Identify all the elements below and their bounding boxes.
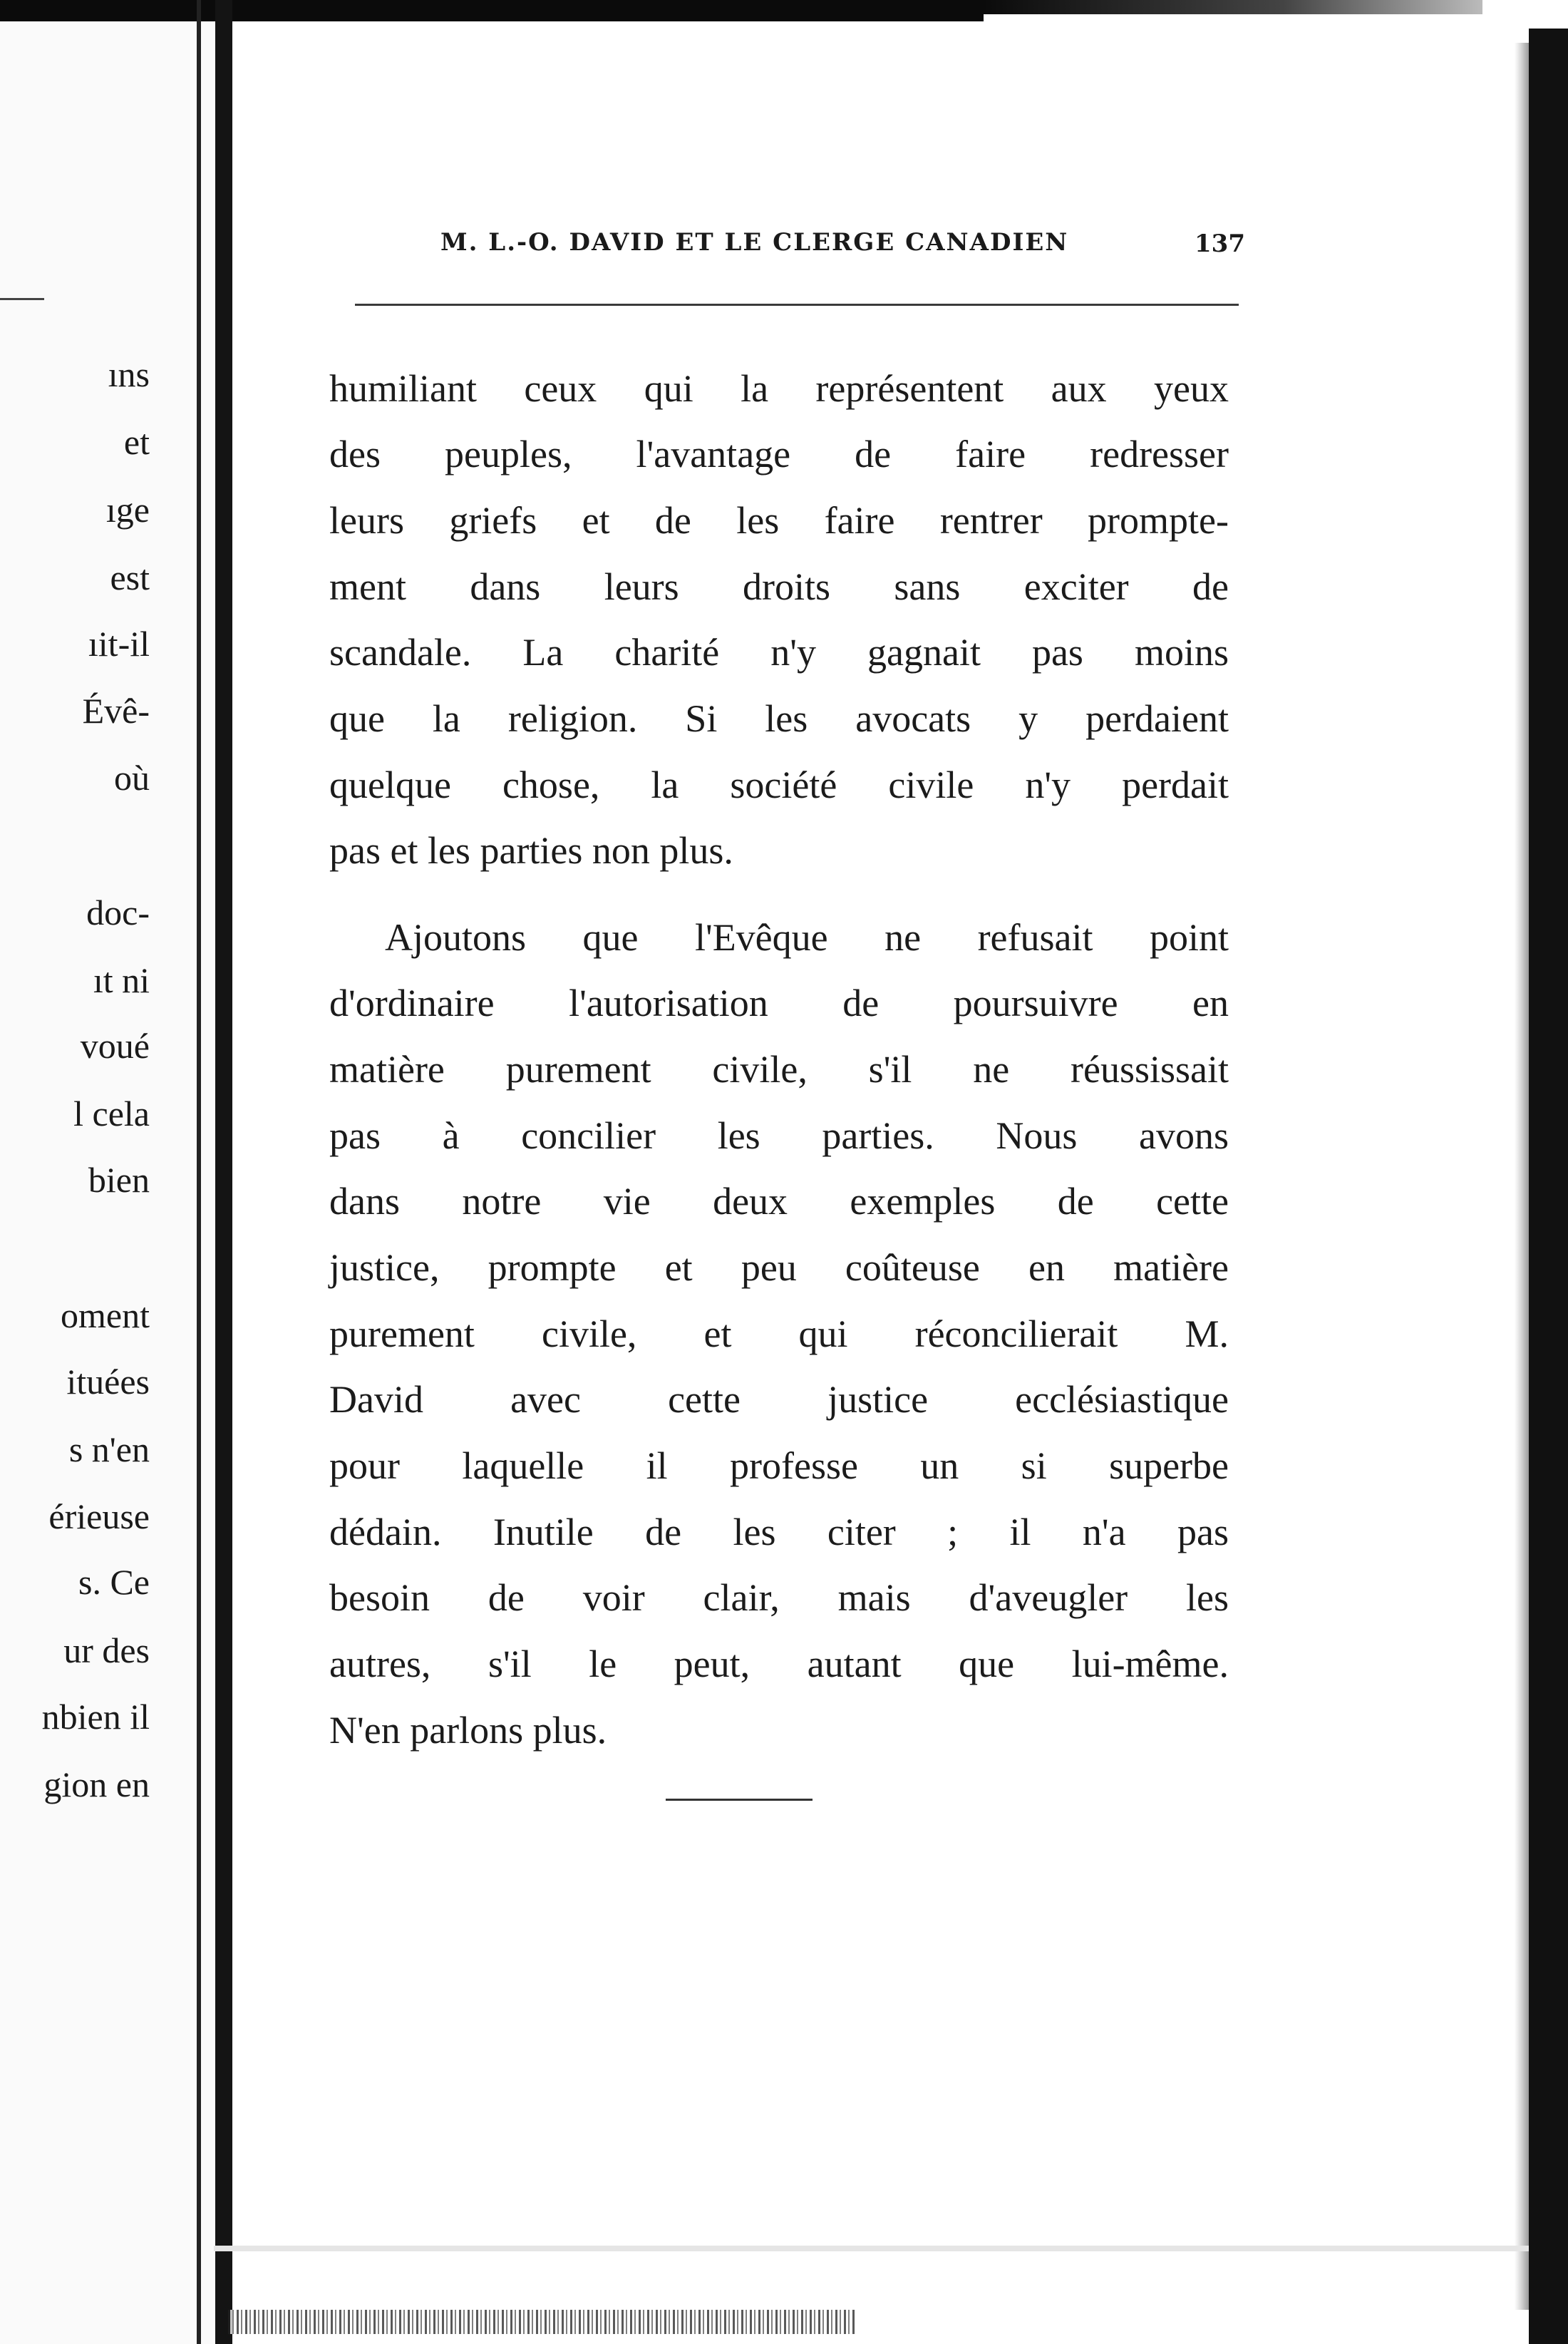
left-page-fragment: gion en (43, 1764, 150, 1804)
body-line: purement civile, et qui réconcilierait M. (329, 1312, 1229, 1355)
body-line: quelque chose, la société civile n'y perdait (329, 764, 1229, 806)
section-end-rule (666, 1799, 813, 1801)
body-line: scandale. La charité n'y gagnait pas moins (329, 631, 1229, 674)
left-page-edge (197, 0, 201, 2344)
body-line: Ajoutons que l'Evêque ne refusait point (385, 916, 1229, 959)
left-page-fragment: nbien il (41, 1697, 150, 1737)
left-page-fragment: ıge (105, 490, 150, 530)
scan-top-border (0, 0, 984, 21)
left-page-fragment: ıns (108, 354, 150, 394)
body-line: d'ordinaire l'autorisation de poursuivre en (329, 982, 1229, 1024)
left-page-fragment: ıt ni (93, 960, 150, 1000)
body-line: ment dans leurs droits sans exciter de (329, 565, 1229, 608)
left-page-fragment: et (123, 422, 150, 462)
scan-top-border-fade (984, 0, 1482, 14)
body-line: autres, s'il le peut, autant que lui-même. (329, 1643, 1229, 1685)
body-line: que la religion. Si les avocats y perdaient (329, 697, 1229, 740)
book-gutter (215, 0, 232, 2344)
body-line: des peuples, l'avantage de faire redresser (329, 433, 1229, 476)
left-page-fragment: s. Ce (78, 1562, 150, 1602)
body-line: leurs griefs et de les faire rentrer prompte- (329, 499, 1229, 542)
left-page-fragment: ıit-il (88, 624, 150, 664)
body-line: pas à concilier les parties. Nous avons (329, 1114, 1229, 1157)
left-page-fragment: s n'en (68, 1429, 150, 1469)
left-page-fragment: Évê- (82, 691, 150, 731)
left-page-fragment: doc- (86, 893, 150, 932)
body-line: justice, prompte et peu coûteuse en matière (329, 1246, 1229, 1289)
scan-right-border (1529, 29, 1568, 2344)
header-rule (355, 304, 1239, 306)
body-line: N'en parlons plus. (329, 1709, 607, 1752)
body-line: besoin de voir clair, mais d'aveugler les (329, 1576, 1229, 1619)
body-line: pour laquelle il professe un si superbe (329, 1444, 1229, 1487)
left-page-fragment: voué (80, 1026, 150, 1066)
running-head: M. L.-O. DAVID ET LE CLERGE CANADIEN (440, 228, 1069, 257)
scan-bottom-noise (228, 2310, 855, 2334)
page-number: 137 (1195, 230, 1245, 258)
left-page-fragment: ur des (63, 1630, 150, 1670)
left-page-fragment: érieuse (48, 1496, 150, 1536)
left-page-fragment: est (110, 557, 150, 597)
left-page-fragment: l cela (73, 1094, 150, 1134)
body-line: dédain. Inutile de les citer ; il n'a pas (329, 1511, 1229, 1553)
left-page-fragment: bien (88, 1160, 150, 1200)
left-page-rule (0, 298, 44, 300)
left-page-fragment: où (114, 758, 150, 798)
left-page-fragment: ituées (66, 1362, 150, 1402)
body-line: dans notre vie deux exemples de cette (329, 1180, 1229, 1223)
right-page-edge-shadow (1515, 43, 1529, 2310)
page-bottom-edge (214, 2246, 1529, 2251)
body-line: pas et les parties non plus. (329, 829, 733, 872)
body-line: matière purement civile, s'il ne réussissait (329, 1048, 1229, 1091)
left-page-fragment: oment (61, 1295, 150, 1335)
body-line: David avec cette justice ecclésiastique (329, 1378, 1229, 1421)
body-line: humiliant ceux qui la représentent aux yeux (329, 367, 1229, 410)
